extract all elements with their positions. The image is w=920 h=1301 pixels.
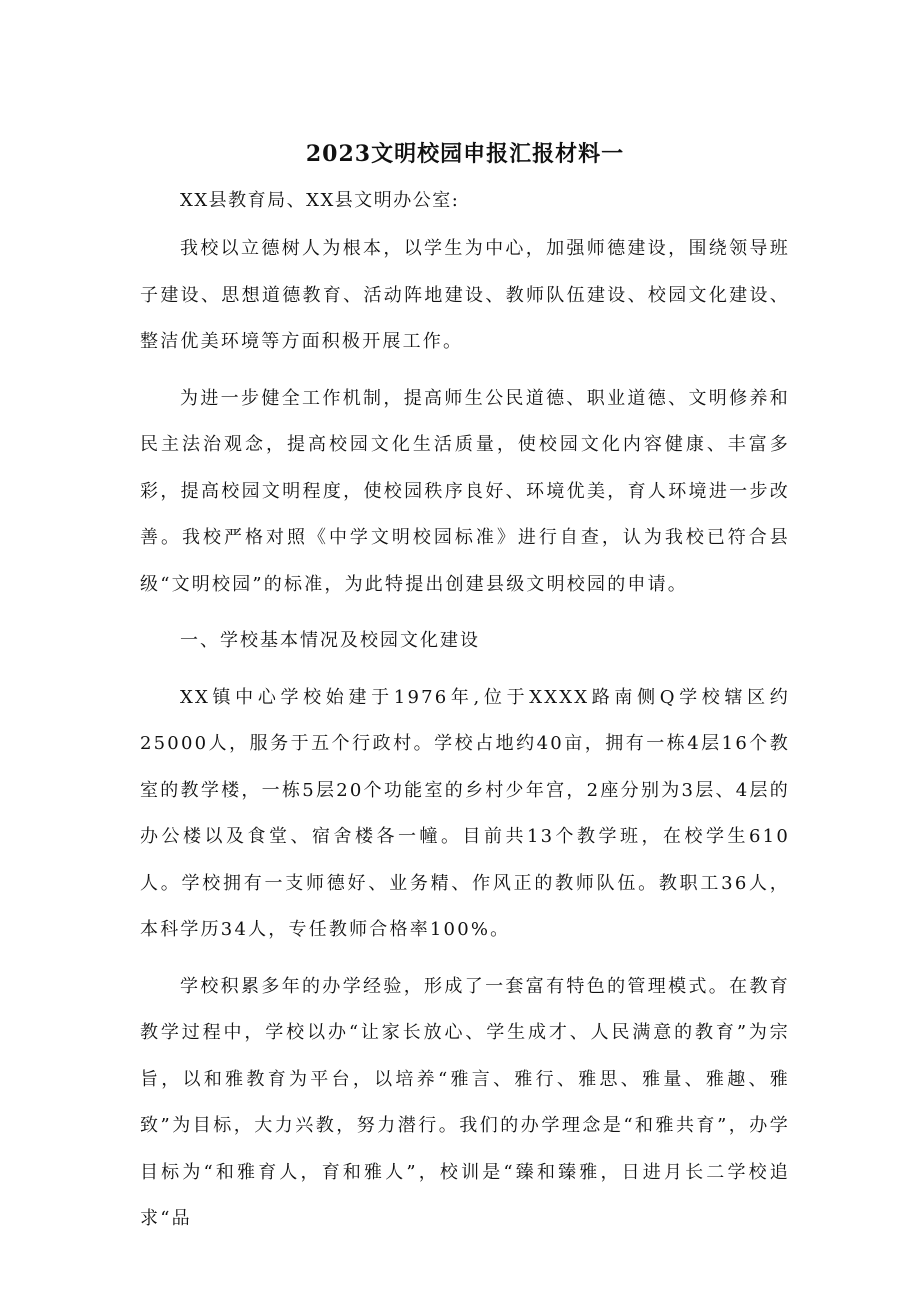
paragraph-intro: 我校以立德树人为根本，以学生为中心，加强师德建设，围绕领导班子建设、思想道德教育、活动阵地建设、教师队伍建设、校园文化建设、整洁优美环境等方面积极开展工作。 bbox=[140, 238, 790, 352]
document-page bbox=[140, 138, 790, 1243]
section-heading: 一、学校基本情况及校园文化建设 bbox=[180, 630, 480, 651]
paragraph-application: 为进一步健全工作机制，提高师生公民道德、职业道德、文明修养和民主法治观念，提高校园文化生活质量，使校园文化内容健康、丰富多彩，提高校园文明程度，使校园秩序良好、环境优美，育人环境进一步改善。我校严格对照《中学文明校园标准》进行自查，认为我校已符合县级“文明校园”的标准，为此特提出创建县级文明校园的申请。 bbox=[140, 387, 790, 595]
document-title: 2023文明校园申报汇报材料一 bbox=[305, 141, 625, 167]
paragraph-school-philosophy: 学校积累多年的办学经验，形成了一套富有特色的管理模式。在教育教学过程中，学校以办“让家长放心、学生成才、人民满意的教育”为宗旨，以和雅教育为平台，以培养“雅言、雅行、雅思、雅量、雅趣、雅致”为目标，大力兴教，努力潜行。我们的办学理念是“和雅共育”，办学目标为“和雅育人，育和雅人”，校训是“臻和臻雅，日进月长二学校追求“品 bbox=[140, 975, 790, 1229]
paragraph-school-overview: XX镇中心学校始建于1976年,位于XXXX路南侧Q学校辖区约25000人，服务于五个行政村。学校占地约40亩，拥有一栋4层16个教室的教学楼，一栋5层20个功能室的乡村少年宫，2座分别为3层、4层的办公楼以及食堂、宿舍楼各一幢。目前共13个教学班，在校学生610人。学校拥有一支师德好、业务精、作风正的教师队伍。教职工36人，本科学历34人，专任教师合格率100%。 bbox=[140, 686, 790, 940]
salutation: XX县教育局、XX县文明办公室: bbox=[180, 190, 460, 211]
